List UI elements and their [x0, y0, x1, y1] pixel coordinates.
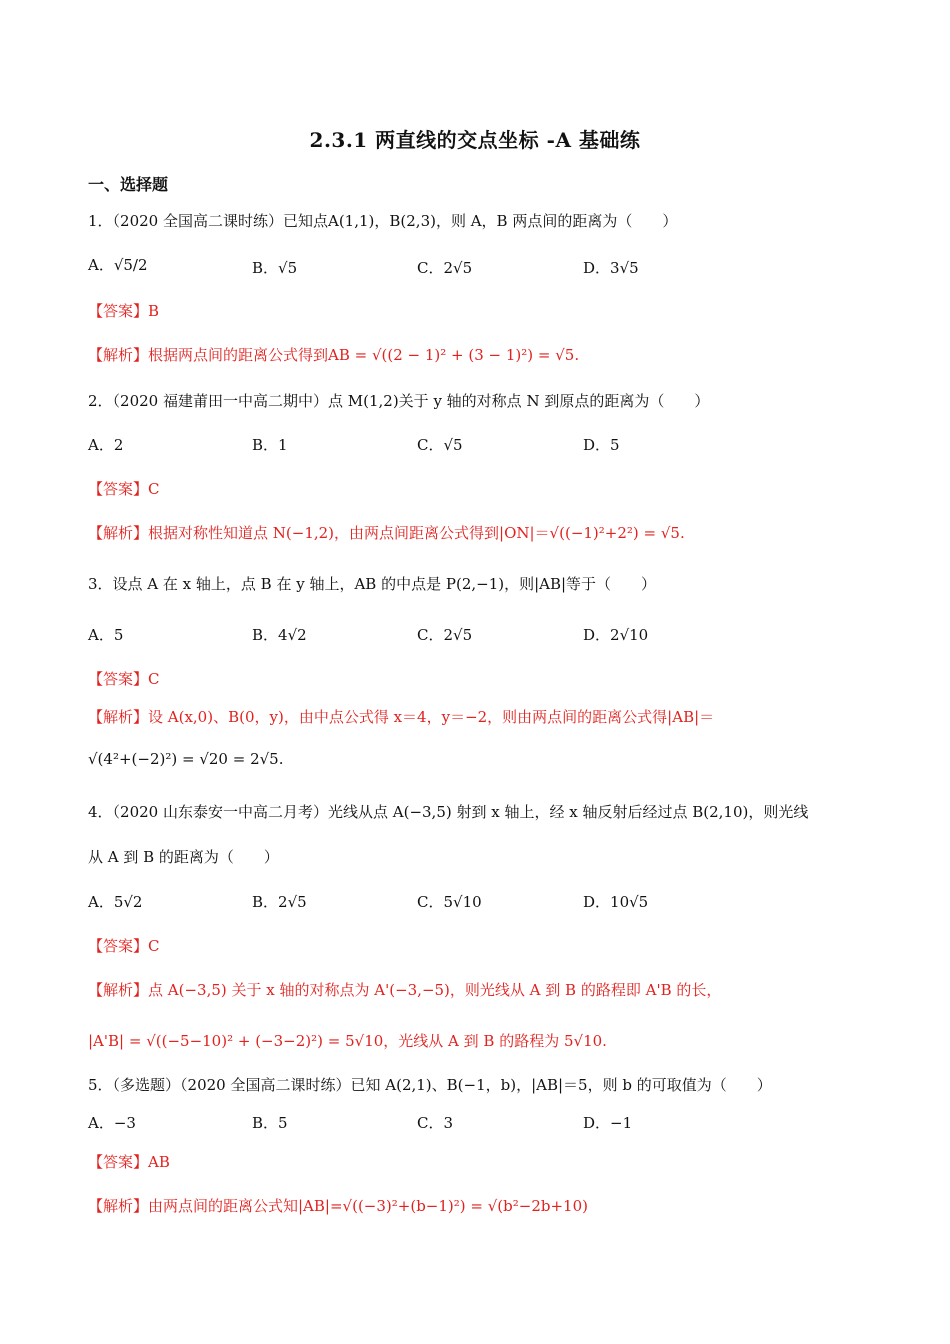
q3-option-d: D．2√10: [583, 626, 649, 644]
q1-option-d: D．3√5: [583, 259, 639, 277]
q2-option-c: C．√5: [417, 436, 463, 454]
q3-option-c: C．2√5: [417, 626, 473, 644]
q5-option-a: A．−3: [88, 1114, 136, 1132]
q1-option-a: A．√5/2: [88, 256, 148, 274]
q1-option-b: B．√5: [252, 259, 298, 277]
q5-analysis: 【解析】由两点间的距离公式知|AB|=√((−3)²+(b−1)²) = √(b²−2b+10): [88, 1197, 588, 1215]
q2-option-b: B．1: [252, 436, 288, 454]
question-2-stem: 2．（2020 福建莆田一中高二期中）点 M(1,2)关于 y 轴的对称点 N 到原点的距离为（ ）: [88, 392, 710, 410]
q4-option-c: C．5√10: [417, 893, 482, 911]
question-4-stem-cont: 从 A 到 B 的距离为（ ）: [88, 848, 279, 866]
section-heading: 一、选择题: [88, 175, 169, 194]
q3-answer: 【答案】C: [88, 670, 160, 688]
q4-answer: 【答案】C: [88, 937, 160, 955]
q2-answer: 【答案】C: [88, 480, 160, 498]
q3-analysis-formula: √(4²+(−2)²) = √20 = 2√5.: [88, 750, 284, 768]
q4-analysis-formula: |A'B| = √((−5−10)² + (−3−2)²) = 5√10，光线从 A 到 B 的路程为 5√10.: [88, 1032, 607, 1050]
question-4-stem: 4．（2020 山东泰安一中高二月考）光线从点 A(−3,5) 射到 x 轴上，经 x 轴反射后经过点 B(2,10)，则光线: [88, 803, 809, 821]
q3-option-b: B．4√2: [252, 626, 307, 644]
question-1-stem: 1．（2020 全国高二课时练）已知点A(1,1)，B(2,3)，则 A，B 两点间的距离为（ ）: [88, 212, 678, 230]
q4-analysis: 【解析】点 A(−3,5) 关于 x 轴的对称点为 A'(−3,−5)，则光线从 A 到 B 的路程即 A'B 的长，: [88, 981, 722, 999]
q4-option-b: B．2√5: [252, 893, 307, 911]
q3-option-a: A．5: [88, 626, 124, 644]
q3-analysis: 【解析】设 A(x,0)、B(0，y)，由中点公式得 x＝4，y＝−2，则由两点间的距离公式得|AB|＝: [88, 708, 715, 726]
q5-answer: 【答案】AB: [88, 1153, 170, 1171]
q2-analysis: 【解析】根据对称性知道点 N(−1,2)，由两点间距离公式得到|ON|＝√((−1)²+2²) = √5.: [88, 524, 685, 542]
page-title: 2.3.1 两直线的交点坐标 -A 基础练: [309, 128, 641, 152]
q5-option-c: C．3: [417, 1114, 454, 1132]
q5-option-b: B．5: [252, 1114, 288, 1132]
question-3-stem: 3．设点 A 在 x 轴上，点 B 在 y 轴上，AB 的中点是 P(2,−1)，则|AB|等于（ ）: [88, 575, 657, 593]
q5-option-d: D．−1: [583, 1114, 633, 1132]
q1-option-c: C．2√5: [417, 259, 473, 277]
q2-option-a: A．2: [88, 436, 124, 454]
q1-analysis: 【解析】根据两点间的距离公式得到AB = √((2 − 1)² + (3 − 1)²) = √5.: [88, 346, 580, 364]
question-5-stem: 5．（多选题）（2020 全国高二课时练）已知 A(2,1)、B(−1，b)，|AB|＝5，则 b 的可取值为（ ）: [88, 1076, 772, 1094]
q4-option-a: A．5√2: [88, 893, 143, 911]
q4-option-d: D．10√5: [583, 893, 649, 911]
q2-option-d: D．5: [583, 436, 620, 454]
q1-answer: 【答案】B: [88, 302, 160, 320]
